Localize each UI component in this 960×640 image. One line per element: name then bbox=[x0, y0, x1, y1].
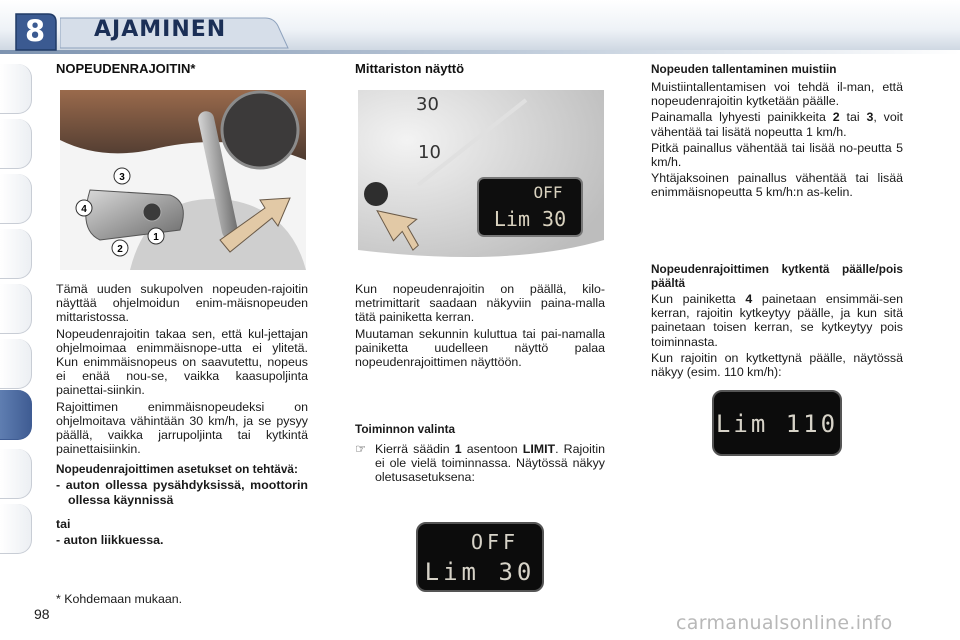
pointing-hand-icon: ☞ bbox=[355, 442, 367, 456]
settings-item-1: - auton ollessa pysähdyksissä, moottorin ollessa käynnissä bbox=[56, 478, 308, 507]
settings-heading: Nopeudenrajoittimen asetukset on tehtävä: bbox=[56, 462, 298, 477]
gauge-label-30: 30 bbox=[416, 94, 439, 115]
chapter-number: 8 bbox=[25, 14, 46, 48]
settings-item-2: - auton liikkuessa. bbox=[56, 533, 164, 548]
left-title bbox=[56, 62, 195, 76]
mode-text-mid: asentoon bbox=[466, 442, 518, 456]
instrument-cluster-illustration bbox=[358, 90, 604, 270]
footnote: * Kohdemaan mukaan. bbox=[56, 592, 183, 606]
chapter-tab-strip bbox=[0, 64, 34, 574]
mode-section bbox=[355, 422, 605, 487]
onoff-p1-post: painetaan ensimmäi-sen kerran, rajoitin kytkeytyy päälle, ja kun sitä painetaan toisen kerran, se kytkeytyy pois toiminnasta. bbox=[651, 292, 903, 349]
memory-p2-mid: tai bbox=[846, 110, 860, 125]
watermark: carmanualsonline.info bbox=[676, 612, 893, 634]
memory-button-3: 3 bbox=[866, 110, 874, 125]
chapter-tab-5[interactable] bbox=[0, 284, 32, 334]
lcd-lim-text: Lim 30 bbox=[424, 558, 536, 586]
middle-para-2: Muutaman sekunnin kuluttua tai pai-namalla painiketta uudelleen näyttö palaa nopeudenrajoittimen näyttöön. bbox=[355, 326, 605, 370]
left-para-3: Rajoittimen enimmäisnopeudeksi on ohjelmoitava vähintään 30 km/h, ja se pysyy päällä, vaikka jarrupoljinta tai kytkintä painettaisiinkin. bbox=[56, 399, 308, 457]
chapter-tab-1[interactable] bbox=[0, 64, 32, 114]
callout-4: 4 bbox=[81, 204, 87, 215]
memory-button-2: 2 bbox=[832, 110, 840, 125]
memory-p2-post: , voit vähentää tai lisätä nopeutta 1 km/h. bbox=[651, 110, 903, 139]
lcd-lim-110-text: Lim 110 bbox=[715, 410, 839, 438]
chapter-tab-9[interactable] bbox=[0, 449, 32, 499]
active-lcd-display bbox=[712, 390, 842, 456]
chapter-tab-8-active[interactable] bbox=[0, 390, 32, 440]
left-body bbox=[56, 282, 308, 549]
mode-heading: Toiminnon valinta bbox=[355, 422, 456, 436]
mode-dial-number: 1 bbox=[454, 442, 462, 456]
memory-p2-pre: Painamalla lyhyesti painikkeita bbox=[651, 110, 826, 125]
memory-para-1: Muistiintallentamisen voi tehdä il-man, että nopeudenrajoitin kytketään päälle. bbox=[651, 80, 903, 109]
mode-text bbox=[375, 442, 605, 485]
chapter-tab-6[interactable] bbox=[0, 339, 32, 389]
memory-para-2 bbox=[651, 110, 903, 138]
middle-title: Mittariston näyttö bbox=[355, 61, 465, 76]
section-title: NOPEUDENRAJOITIN* bbox=[56, 61, 196, 76]
mode-text-pre: Kierrä säädin bbox=[375, 442, 450, 456]
callout-3: 3 bbox=[119, 172, 125, 183]
default-lcd-display bbox=[416, 522, 544, 592]
middle-title-wrap bbox=[355, 62, 464, 76]
callout-2: 2 bbox=[117, 244, 123, 255]
right-body-2 bbox=[651, 262, 903, 381]
header-rule bbox=[0, 50, 960, 54]
chapter-tab-3[interactable] bbox=[0, 174, 32, 224]
chapter-title: AJAMINEN bbox=[94, 17, 227, 42]
memory-heading: Nopeuden tallentaminen muistiin bbox=[651, 62, 837, 76]
lcd-off-text: OFF bbox=[470, 530, 520, 554]
onoff-para-2: Kun rajoitin on kytkettynä päälle, näytössä näkyy (esim. 110 km/h): bbox=[651, 350, 903, 380]
left-para-1: Tämä uuden sukupolven nopeuden-rajoitin näyttää ohjelmoidun enim-mäisnopeuden mittaristossa. bbox=[56, 282, 308, 325]
mode-text-post: . Rajoitin ei ole vielä toiminnassa. Näytössä näkyy oletusasetuksena: bbox=[375, 442, 605, 485]
cluster-display-line1: OFF bbox=[533, 183, 563, 202]
right-body-1 bbox=[651, 62, 903, 202]
callout-1: 1 bbox=[153, 232, 159, 243]
gauge-label-10: 10 bbox=[418, 142, 441, 163]
onoff-para-1 bbox=[651, 292, 903, 349]
cluster-display-line2: Lim 30 bbox=[493, 207, 567, 231]
middle-para-1: Kun nopeudenrajoitin on päällä, kilo-metrimittarit saadaan näkyviin paina-malla tätä painiketta kerran. bbox=[355, 282, 605, 325]
middle-body bbox=[355, 282, 605, 371]
chapter-tab-10[interactable] bbox=[0, 504, 32, 554]
left-para-2: Nopeudenrajoitin takaa sen, että kul-jettajan ohjelmoimaa enimmäisnope-utta ei ylitetä. Kun enimmäisnopeus on saavutettu, nopeus ei enää nou-se, vaikka kaasupoljinta painettai-siinkin. bbox=[56, 326, 308, 398]
chapter-tab-4[interactable] bbox=[0, 229, 32, 279]
page-number: 98 bbox=[34, 606, 50, 622]
mode-bullet bbox=[355, 442, 605, 487]
onoff-p1-pre: Kun painiketta bbox=[651, 292, 736, 306]
memory-para-4: Yhtäjaksoinen painallus vähentää tai lisää enimmäisnopeutta 5 km/h:n as-kelin. bbox=[651, 171, 903, 200]
memory-para-3: Pitkä painallus vähentää tai lisää no-peutta 5 km/h. bbox=[651, 140, 903, 170]
onoff-heading: Nopeudenrajoittimen kytkentä päälle/pois päältä bbox=[651, 262, 903, 290]
mode-limit-label: LIMIT bbox=[522, 442, 556, 456]
chapter-tab-2[interactable] bbox=[0, 119, 32, 169]
onoff-button-4: 4 bbox=[745, 292, 753, 306]
settings-or: tai bbox=[56, 516, 71, 531]
speed-limiter-stalk-illustration bbox=[60, 90, 306, 270]
